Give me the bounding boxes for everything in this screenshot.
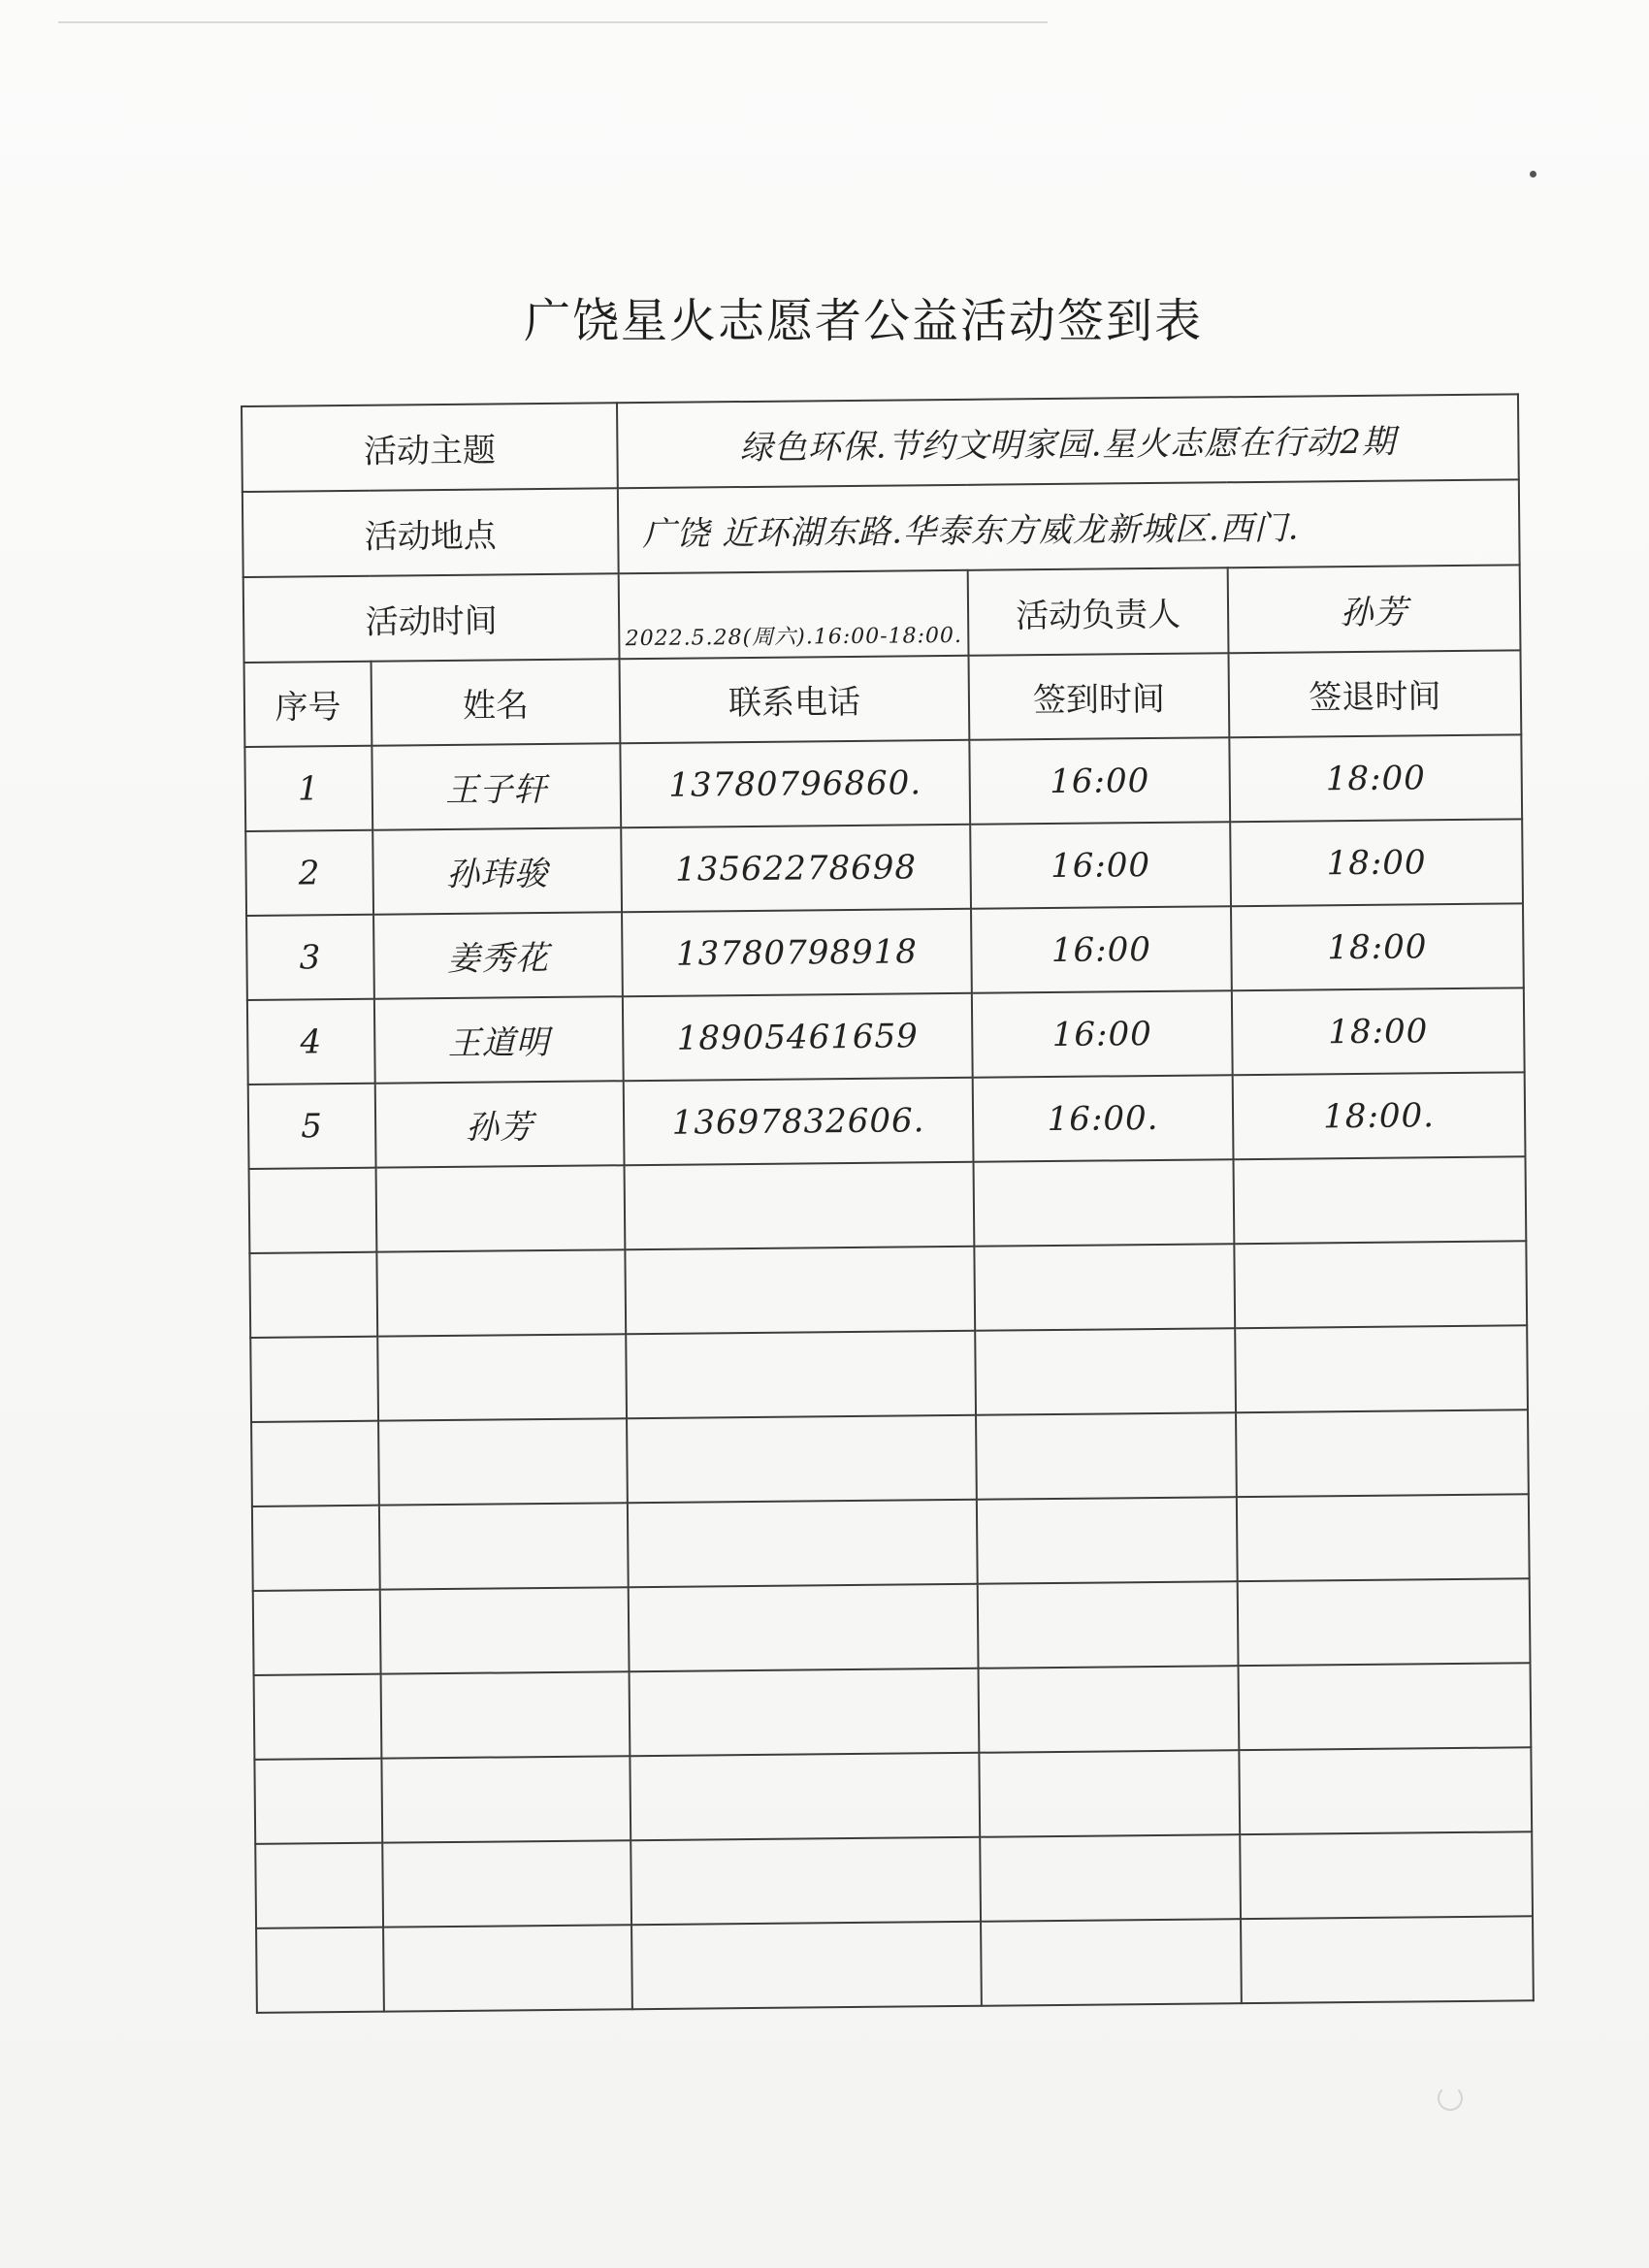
time-value: 2022.5.28(周六).16:00-18:00.: [625, 623, 963, 652]
cell-signout-time: 18:00: [1229, 734, 1522, 822]
theme-label: 活动主题: [242, 403, 618, 492]
cell-signin-time: 16:00: [969, 737, 1230, 825]
empty-cell: [256, 1928, 384, 2013]
empty-cell: [1239, 1663, 1532, 1750]
page-title: 广饶星火志愿者公益活动签到表: [523, 294, 1203, 348]
cell-seq: 2: [245, 830, 373, 916]
empty-cell: [974, 1244, 1235, 1331]
empty-cell: [630, 1753, 980, 1840]
empty-cell: [627, 1415, 977, 1503]
empty-cell: [380, 1587, 630, 1673]
empty-table-row: [252, 1494, 1530, 1591]
cell-name: 孙芳: [375, 1081, 625, 1167]
empty-cell: [981, 1919, 1242, 2006]
empty-table-row: [251, 1409, 1529, 1507]
empty-cell: [1237, 1494, 1530, 1581]
cell-signout-time: 18:00: [1232, 988, 1525, 1075]
empty-cell: [378, 1418, 628, 1505]
empty-cell: [1239, 1747, 1532, 1834]
cell-seq: 4: [247, 999, 375, 1085]
empty-cell: [252, 1506, 380, 1591]
empty-cell: [382, 1840, 631, 1927]
empty-cell: [383, 1925, 632, 2011]
empty-cell: [979, 1666, 1240, 1753]
header-signin-time: 签到时间: [969, 653, 1230, 740]
empty-cell: [377, 1334, 627, 1420]
empty-cell: [978, 1581, 1239, 1669]
empty-cell: [254, 1674, 382, 1760]
empty-cell: [974, 1159, 1235, 1247]
cell-name: 王道明: [374, 996, 624, 1083]
theme-row: [242, 394, 1519, 492]
cell-phone: 13780796860.: [620, 740, 970, 827]
empty-cell: [1235, 1325, 1528, 1412]
empty-cell: [379, 1503, 629, 1589]
table-row: [246, 903, 1524, 1000]
empty-cell: [630, 1669, 980, 1756]
empty-cell: [381, 1756, 630, 1842]
empty-cell: [980, 1834, 1241, 1922]
header-phone: 联系电话: [620, 656, 970, 743]
header-signout-time: 签退时间: [1228, 650, 1521, 737]
cell-phone: 13780798918: [622, 909, 972, 996]
cell-seq: 1: [244, 746, 372, 831]
header-seq: 序号: [244, 662, 372, 747]
cell-signin-time: 16:00: [972, 990, 1233, 1078]
empty-table-row: [254, 1747, 1532, 1844]
table-row: [248, 1072, 1526, 1169]
empty-cell: [249, 1168, 377, 1253]
cell-name: 孙玮骏: [372, 827, 622, 914]
empty-cell: [631, 1922, 982, 2009]
empty-cell: [381, 1671, 630, 1758]
cell-name: 王子轩: [372, 743, 621, 829]
empty-cell: [979, 1750, 1240, 1837]
cell-signout-time: 18:00: [1230, 819, 1523, 906]
time-value-cell: [619, 570, 969, 659]
empty-cell: [625, 1162, 975, 1249]
empty-cell: [1236, 1409, 1529, 1497]
faint-stamp-mark: [1438, 2086, 1463, 2111]
time-label: 活动时间: [243, 573, 620, 663]
empty-cell: [1234, 1241, 1527, 1328]
empty-table-row: [249, 1156, 1527, 1253]
empty-rows: [249, 1156, 1534, 2013]
empty-table-row: [254, 1663, 1532, 1760]
sign-in-table: [241, 393, 1535, 2014]
empty-table-row: [250, 1325, 1528, 1422]
location-row: [242, 479, 1520, 577]
cell-phone: 13697832606.: [624, 1078, 974, 1165]
empty-cell: [628, 1500, 978, 1587]
location-label: 活动地点: [242, 488, 619, 577]
cell-name: 姜秀花: [373, 912, 623, 998]
table-row: [244, 734, 1522, 831]
empty-cell: [977, 1497, 1238, 1584]
scan-edge-line: [58, 21, 1048, 23]
empty-cell: [1234, 1156, 1527, 1244]
empty-cell: [376, 1165, 626, 1251]
empty-cell: [255, 1843, 383, 1928]
cell-signin-time: 16:00: [971, 906, 1232, 993]
header-name: 姓名: [372, 659, 621, 745]
empty-cell: [626, 1331, 976, 1418]
empty-cell: [630, 1837, 981, 1925]
empty-cell: [1241, 1916, 1534, 2003]
cell-signout-time: 18:00: [1231, 903, 1524, 990]
cell-phone: 13562278698: [621, 825, 971, 912]
location-value: 广饶 近环湖东路.华泰东方威龙新城区.西门.: [618, 479, 1520, 573]
table-row: [245, 819, 1523, 916]
header-row: [244, 650, 1522, 747]
cell-signin-time: 16:00: [970, 822, 1231, 909]
empty-cell: [629, 1584, 979, 1671]
empty-table-row: [253, 1578, 1531, 1675]
empty-cell: [254, 1759, 382, 1844]
empty-cell: [250, 1337, 378, 1422]
cell-signin-time: 16:00.: [973, 1075, 1234, 1162]
empty-cell: [975, 1328, 1236, 1415]
cell-phone: 18905461659: [623, 993, 973, 1081]
empty-table-row: [249, 1241, 1527, 1338]
empty-cell: [976, 1412, 1237, 1500]
empty-cell: [1240, 1831, 1533, 1919]
empty-cell: [376, 1249, 626, 1336]
empty-cell: [253, 1590, 381, 1675]
scan-speck: [1530, 171, 1536, 178]
theme-value: 绿色环保.节约文明家园.星火志愿在行动2期: [617, 394, 1519, 488]
empty-cell: [251, 1421, 379, 1507]
empty-table-row: [255, 1831, 1533, 1928]
time-row: [243, 565, 1521, 663]
leader-value: 孙芳: [1228, 565, 1521, 653]
empty-table-row: [256, 1916, 1534, 2013]
table-row: [247, 988, 1525, 1085]
cell-seq: 3: [246, 915, 374, 1000]
empty-cell: [1238, 1578, 1531, 1666]
cell-seq: 5: [248, 1084, 376, 1169]
empty-cell: [625, 1247, 975, 1334]
empty-cell: [249, 1252, 377, 1338]
cell-signout-time: 18:00.: [1233, 1072, 1526, 1159]
leader-label: 活动负责人: [968, 567, 1229, 656]
sign-in-sheet: [241, 393, 1533, 2051]
